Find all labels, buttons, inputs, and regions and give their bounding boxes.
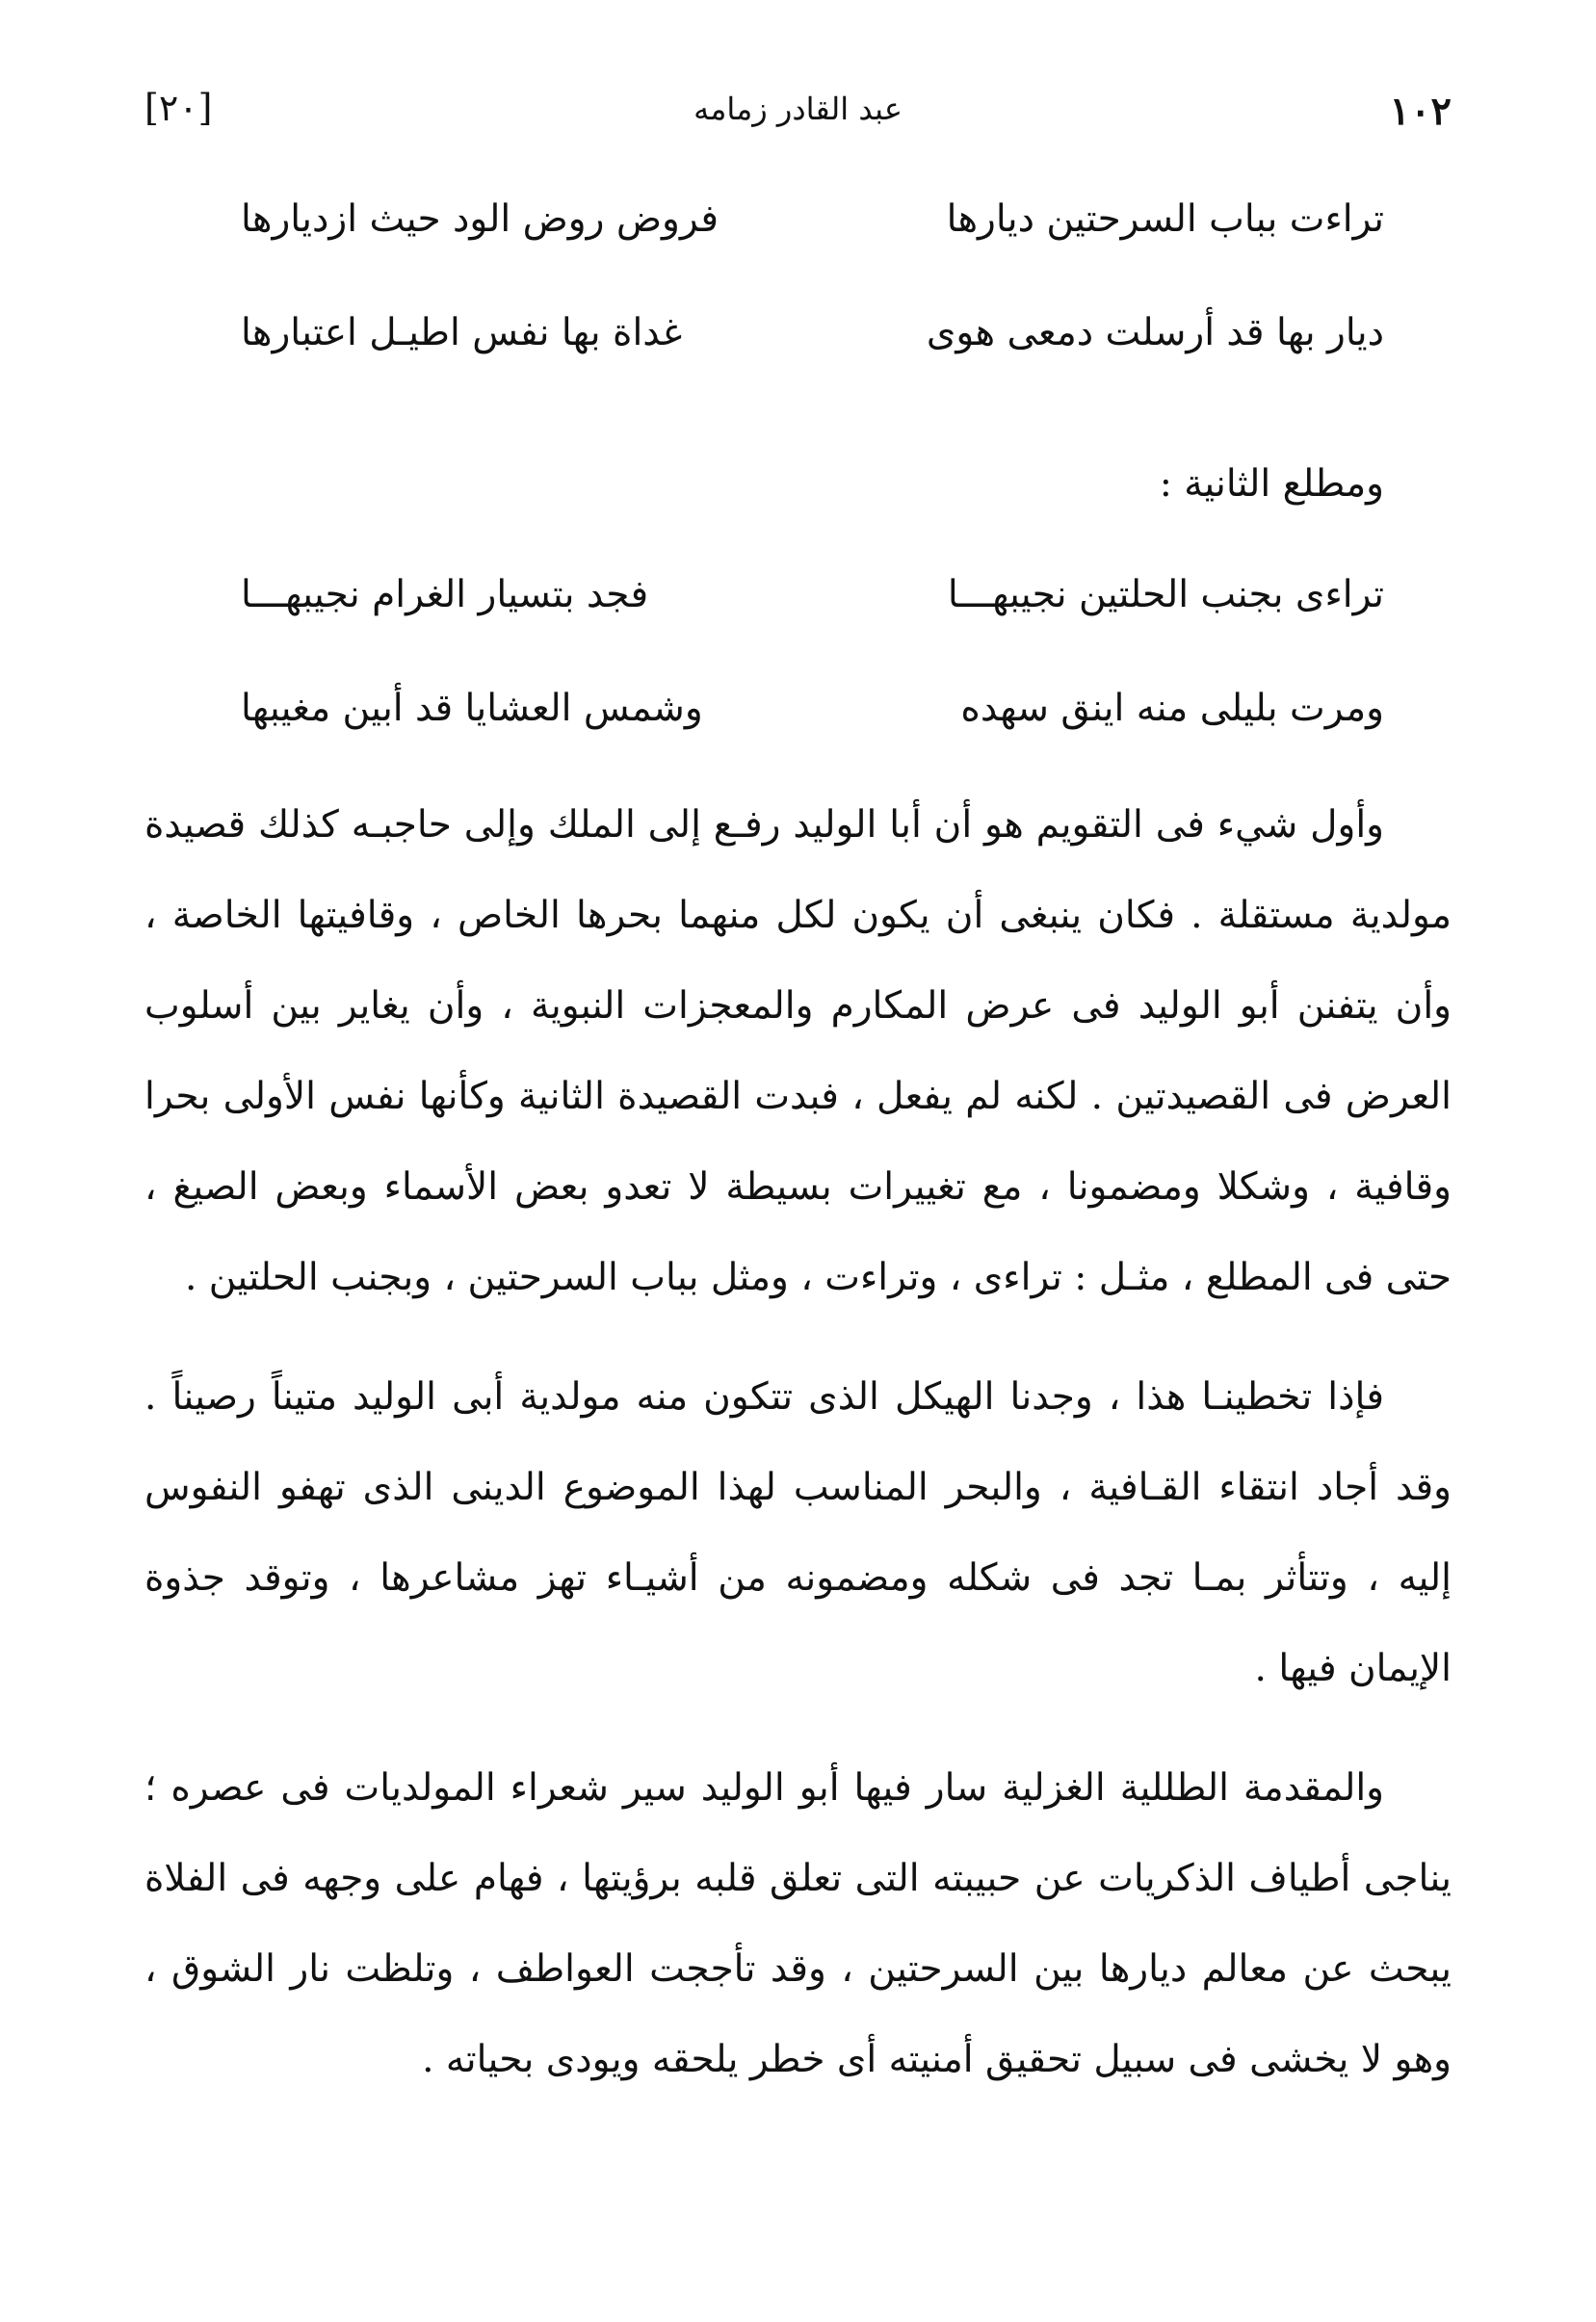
verse-second-hemistich: غداة بها نفس اطيـل اعتبارها xyxy=(241,311,683,354)
page-header xyxy=(144,79,1452,146)
paragraph: والمقدمة الطللية الغزلية سار فيها أبو الوليد سير شعراء المولديات فى عصره ؛ يناجى أطياف الذكريات عن حبيبته التى تعلق قلبه برؤيتها ، فهام على وجهه فى الفلاة يبحث عن معالم ديارها بين السرحتين ، وقد تأججت العواطف ، وتلظت نار الشوق ، وهو لا يخشى فى سبيل تحقيق أمنيته أى خطر يلحقه ويودى بحياته . xyxy=(144,1766,1452,2081)
body-text xyxy=(144,780,1452,2105)
verse-line xyxy=(212,573,1384,687)
verse-line xyxy=(212,311,1384,425)
verse-first-hemistich: تراءى بجنب الحلتين نجيبهـــا xyxy=(947,573,1384,616)
section-number: [٢٠] xyxy=(144,87,213,129)
paragraph: وأول شيء فى التقويم هو أن أبا الوليد رفـع إلى الملك وإلى حاجبـه كذلك قصيدة مولدية مستقلة . فكان ينبغى أن يكون لكل منهما بحرها الخاص ، وقافيتها الخاصة ، وأن يتفنن أبو الوليد فى عرض المكارم والمعجزات النبوية ، وأن يغاير بين أسلوب العرض فى القصيدتين . لكنه لم يفعل ، فبدت القصيدة الثانية وكأنها نفس الأولى بحرا وقافية ، وشكلا ومضمونا ، مع تغييرات بسيطة لا تعدو بعض الأسماء وبعض الصيغ ، حتى فى المطلع ، مثـل : تراءى ، وتراءت ، ومثل بباب السرحتين ، وبجنب الحلتين . xyxy=(144,803,1452,1299)
verse-second-hemistich: فروض روض الود حيث ازديارها xyxy=(241,197,720,241)
verse-first-hemistich: ومرت بليلى منه اينق سهده xyxy=(960,687,1384,730)
page-number: ١٠٢ xyxy=(1389,89,1452,134)
paragraph: فإذا تخطينـا هذا ، وجدنا الهيكل الذى تتكون منه مولدية أبى الوليد متيناً رصيناً . وقد أجاد انتقاء القـافية ، والبحر المناسب لهذا الموضوع الدينى الذى تهفو النفوس إليه ، وتتأثر بمـا تجد فى شكله ومضمونه من أشيـاء تهز مشاعرها ، وتوقد جذوة الإيمان فيها . xyxy=(144,1375,1452,1690)
running-title: عبد القادر زمامه xyxy=(693,91,903,127)
verse-line xyxy=(212,197,1384,311)
verse-second-hemistich: وشمس العشايا قد أبين مغيبها xyxy=(241,687,703,730)
intro-second-poem: ومطلع الثانية : xyxy=(1159,462,1384,506)
verse-first-hemistich: تراءت بباب السرحتين ديارها xyxy=(946,197,1384,241)
verse-second-hemistich: فجد بتسيار الغرام نجيبهـــا xyxy=(241,573,649,616)
verses-block-2 xyxy=(212,573,1384,800)
verse-first-hemistich: ديار بها قد أرسلت دمعى هوى xyxy=(926,311,1384,354)
verses-block-1 xyxy=(212,197,1384,425)
